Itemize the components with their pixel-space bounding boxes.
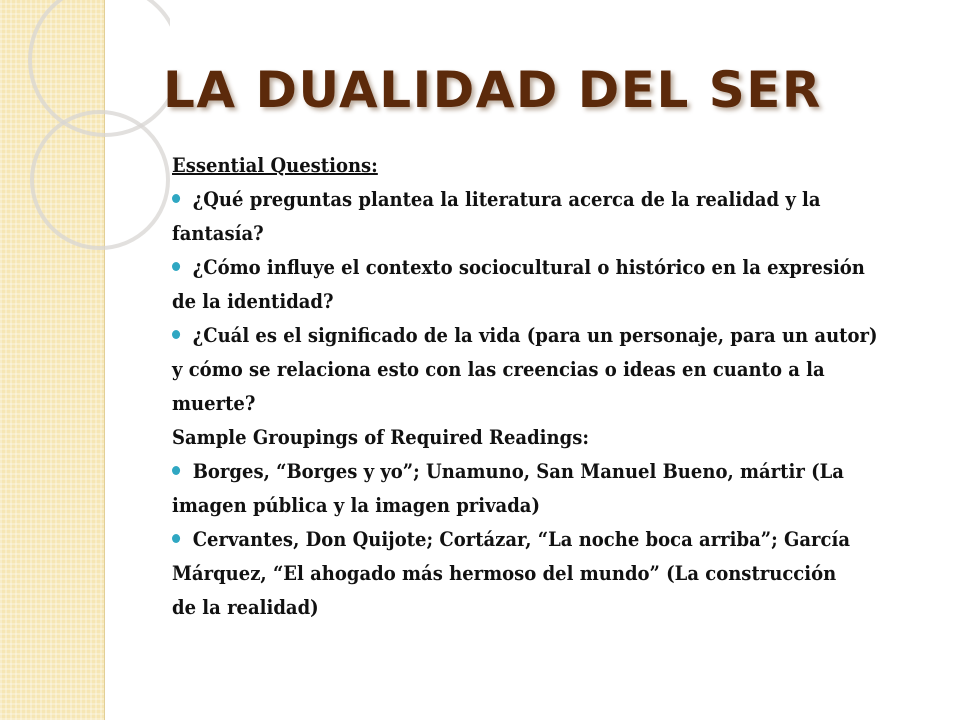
item-line: Borges, “Borges y yo”; Unamuno, San Manuel Bueno, mártir (La [192, 459, 844, 483]
essential-question-item [172, 182, 843, 250]
item-line: y cómo se relaciona esto con las creencias o ideas en cuanto a la [172, 357, 825, 381]
bullet-dot-icon [172, 262, 180, 271]
slide-content [172, 148, 878, 624]
bullet-dot-icon [172, 534, 180, 543]
reading-grouping-item [172, 454, 843, 522]
bullet-dot-icon [172, 194, 180, 203]
item-line: ¿Cómo influye el contexto sociocultural o histórico en la expresión [192, 255, 865, 279]
item-line: Márquez, “El ahogado más hermoso del mundo” (La construcción [172, 561, 837, 585]
slide-title: LA DUALIDAD DEL SER [163, 61, 822, 119]
decorative-circles [0, 0, 170, 260]
item-line: imagen pública y la imagen privada) [172, 493, 541, 517]
bullet-dot-icon [172, 466, 180, 475]
item-line: de la identidad? [172, 289, 334, 313]
bullet-dot-icon [172, 330, 180, 339]
item-line: de la realidad) [172, 595, 319, 619]
essential-question-item [172, 250, 865, 318]
essential-questions-heading: Essential Questions: [172, 153, 378, 177]
essential-question-item [172, 318, 878, 420]
required-readings-heading: Sample Groupings of Required Readings: [172, 425, 589, 449]
reading-grouping-item [172, 522, 851, 624]
item-line: fantasía? [172, 221, 264, 245]
item-line: Cervantes, Don Quijote; Cortázar, “La noche boca arriba”; García [192, 527, 851, 551]
item-line: ¿Qué preguntas plantea la literatura acerca de la realidad y la [192, 187, 821, 211]
item-line: ¿Cuál es el significado de la vida (para un personaje, para un autor) [192, 323, 878, 347]
item-line: muerte? [172, 391, 256, 415]
